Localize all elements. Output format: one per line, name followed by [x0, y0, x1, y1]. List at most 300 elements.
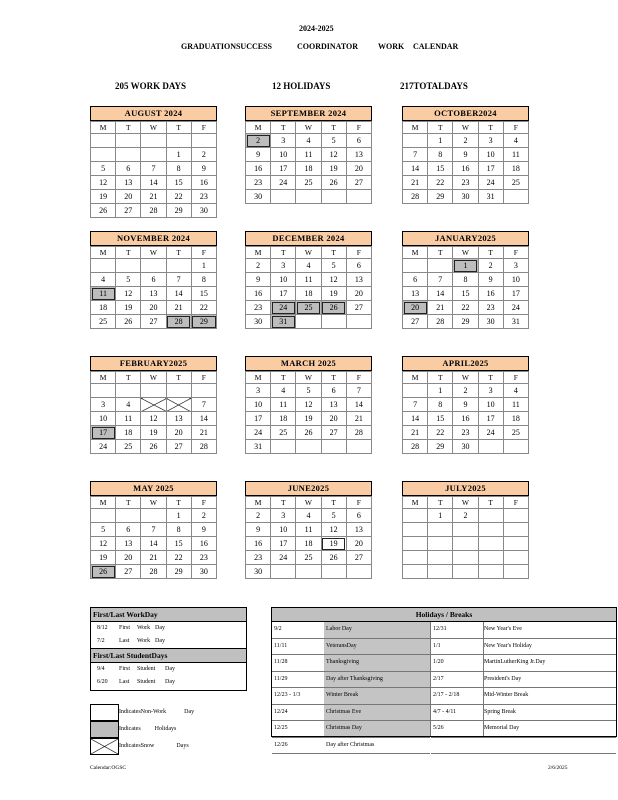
weekday-header: T: [321, 247, 346, 259]
day-cell: [403, 384, 428, 398]
day-cell: 6: [116, 162, 141, 176]
day-cell: 18: [503, 162, 528, 176]
day-cell: [91, 384, 116, 398]
day-cell: 19: [141, 426, 166, 440]
day-cell: 18: [271, 412, 296, 426]
day-cell: 26: [321, 301, 346, 315]
day-cell: 24: [478, 426, 503, 440]
weekday-header: W: [296, 497, 321, 509]
day-cell: [478, 523, 503, 537]
work-days-count: 205 WORK DAYS: [115, 81, 187, 91]
day-cell: 27: [116, 204, 141, 218]
holiday-date: 12/25: [272, 721, 324, 738]
day-cell: [428, 551, 453, 565]
holiday-name: New Year's Eve: [482, 622, 616, 639]
weekday-header: F: [191, 122, 216, 134]
month-calendar: [402, 231, 529, 329]
title-graduation-success: GRADUATIONSUCCESS: [181, 42, 272, 51]
month-title: SEPTEMBER 2024: [245, 106, 372, 121]
day-cell: 27: [116, 565, 141, 579]
day-cell: 25: [296, 551, 321, 565]
day-cell: 15: [166, 176, 191, 190]
holiday-name: New Year's Holiday: [482, 639, 616, 656]
day-cell: 4: [91, 273, 116, 287]
day-cell: 7: [141, 162, 166, 176]
day-cell: 4: [296, 259, 321, 273]
day-cell: 8: [428, 148, 453, 162]
day-cell: 2: [453, 384, 478, 398]
day-cell: 2: [246, 134, 271, 148]
holiday-name: Memorial Day: [482, 721, 616, 738]
day-cell: 26: [91, 565, 116, 579]
day-cell: 8: [166, 162, 191, 176]
day-cell: 22: [428, 426, 453, 440]
day-cell: 12: [91, 176, 116, 190]
day-cell: 20: [403, 301, 428, 315]
holiday-date: 12/24: [272, 705, 324, 722]
day-cell: 15: [428, 412, 453, 426]
legend-holiday-swatch: [90, 721, 119, 738]
day-cell: [141, 259, 166, 273]
day-cell: 31: [503, 315, 528, 329]
day-cell: 3: [271, 259, 296, 273]
day-cell: 21: [141, 551, 166, 565]
day-cell: 11: [271, 398, 296, 412]
day-cell: 11: [296, 148, 321, 162]
day-cell: 30: [246, 190, 271, 204]
day-cell: 5: [116, 273, 141, 287]
day-cell: 9: [246, 273, 271, 287]
day-cell: [478, 551, 503, 565]
day-cell: 2: [453, 509, 478, 523]
day-cell: 24: [503, 301, 528, 315]
day-cell: 16: [246, 162, 271, 176]
day-cell: 19: [91, 190, 116, 204]
day-cell: 24: [478, 176, 503, 190]
weekday-header: W: [453, 122, 478, 134]
day-cell: 14: [141, 176, 166, 190]
day-cell: 13: [346, 273, 371, 287]
month-title: FEBRUARY2025: [90, 356, 217, 371]
day-cell: 13: [166, 412, 191, 426]
day-cell: 31: [246, 440, 271, 454]
day-cell: [321, 315, 346, 329]
day-cell: 10: [478, 148, 503, 162]
day-cell: 14: [191, 412, 216, 426]
day-cell: [91, 259, 116, 273]
day-cell: [503, 565, 528, 579]
holiday-date: 11/11: [272, 639, 324, 656]
day-cell: 5: [321, 259, 346, 273]
day-cell: 26: [321, 551, 346, 565]
day-cell: 6: [346, 134, 371, 148]
month-calendar: [90, 481, 217, 579]
weekday-header: F: [346, 372, 371, 384]
day-cell: 7: [346, 384, 371, 398]
month-calendar: [245, 231, 372, 329]
day-cell: 1: [428, 384, 453, 398]
day-cell: 10: [478, 398, 503, 412]
day-cell: 5: [91, 162, 116, 176]
weekday-header: T: [271, 247, 296, 259]
holidays-count: 12 HOLIDAYS: [272, 81, 331, 91]
day-cell: 27: [141, 315, 166, 329]
day-cell: 20: [321, 412, 346, 426]
day-cell: 24: [271, 176, 296, 190]
weekday-header: M: [91, 122, 116, 134]
day-cell: [428, 537, 453, 551]
day-cell: 25: [91, 315, 116, 329]
day-cell: 14: [403, 412, 428, 426]
day-cell: [478, 440, 503, 454]
day-cell: 8: [191, 273, 216, 287]
weekday-header: F: [346, 247, 371, 259]
day-cell: 22: [453, 301, 478, 315]
day-cell: 9: [453, 398, 478, 412]
day-cell: 15: [166, 537, 191, 551]
day-cell: 1: [166, 148, 191, 162]
day-cell: [428, 259, 453, 273]
day-cell: 18: [503, 412, 528, 426]
day-cell: 19: [116, 301, 141, 315]
month-title: AUGUST 2024: [90, 106, 217, 121]
day-cell: 30: [478, 315, 503, 329]
day-cell: 21: [141, 190, 166, 204]
day-cell: 11: [91, 287, 116, 301]
legend-nonwork-label: IndicatesNon-Work Day: [119, 709, 195, 715]
day-cell: 11: [503, 398, 528, 412]
day-cell: 14: [141, 537, 166, 551]
legend-holiday-label: Indicates Holidays: [119, 726, 177, 732]
holiday-date: [431, 738, 483, 755]
day-cell: 29: [166, 204, 191, 218]
day-cell: 15: [428, 162, 453, 176]
day-cell: 14: [346, 398, 371, 412]
weekday-header: T: [271, 497, 296, 509]
day-cell: 24: [246, 426, 271, 440]
first-last-student-title: First/Last StudentDays: [91, 649, 246, 663]
day-cell: [91, 134, 116, 148]
day-cell: [166, 384, 191, 398]
day-cell: 10: [246, 398, 271, 412]
day-cell: 28: [428, 315, 453, 329]
day-cell: 21: [346, 412, 371, 426]
day-cell: [116, 384, 141, 398]
day-cell: 11: [116, 412, 141, 426]
weekday-header: T: [116, 372, 141, 384]
holiday-date: 11/28: [272, 655, 324, 672]
day-cell: 21: [403, 176, 428, 190]
day-cell: 6: [116, 523, 141, 537]
day-cell: [453, 537, 478, 551]
day-cell: 3: [91, 398, 116, 412]
holiday-name: Labor Day: [324, 622, 430, 639]
holiday-name: President's Day: [482, 672, 616, 689]
day-cell: [141, 398, 166, 412]
day-cell: 19: [321, 162, 346, 176]
day-cell: 6: [321, 384, 346, 398]
day-cell: 7: [403, 398, 428, 412]
day-cell: 30: [453, 440, 478, 454]
weekday-header: M: [91, 247, 116, 259]
month-calendar: [402, 356, 529, 454]
total-days-count: 217TOTALDAYS: [400, 81, 468, 91]
day-cell: 28: [346, 426, 371, 440]
day-cell: 10: [271, 148, 296, 162]
holiday-date: 4/7 - 4/11: [431, 705, 483, 722]
day-cell: 20: [116, 190, 141, 204]
day-cell: 16: [453, 412, 478, 426]
day-cell: 12: [321, 148, 346, 162]
month-title: MARCH 2025: [245, 356, 372, 371]
weekday-header: T: [478, 372, 503, 384]
day-cell: 22: [166, 551, 191, 565]
day-cell: 28: [403, 440, 428, 454]
day-cell: 9: [246, 148, 271, 162]
day-cell: 29: [166, 565, 191, 579]
day-cell: 17: [271, 537, 296, 551]
holiday-date: 11/29: [272, 672, 324, 689]
day-cell: 26: [141, 440, 166, 454]
day-cell: 16: [246, 287, 271, 301]
weekday-header: F: [191, 247, 216, 259]
day-cell: 1: [428, 134, 453, 148]
day-cell: 17: [246, 412, 271, 426]
day-cell: 5: [321, 509, 346, 523]
footer-right: 2/6/2025: [548, 765, 568, 771]
day-cell: 24: [271, 301, 296, 315]
day-cell: 17: [478, 162, 503, 176]
month-calendar: [245, 106, 372, 204]
day-cell: [116, 148, 141, 162]
weekday-header: W: [296, 372, 321, 384]
day-cell: 7: [428, 273, 453, 287]
day-cell: [403, 259, 428, 273]
day-cell: [141, 384, 166, 398]
holidays-breaks-box: [271, 607, 617, 748]
day-cell: 19: [321, 537, 346, 551]
day-cell: 8: [166, 523, 191, 537]
day-cell: 26: [116, 315, 141, 329]
day-cell: 17: [271, 287, 296, 301]
day-cell: [296, 565, 321, 579]
day-cell: 29: [191, 315, 216, 329]
day-cell: 4: [271, 384, 296, 398]
day-cell: 19: [91, 551, 116, 565]
day-cell: 31: [271, 315, 296, 329]
day-cell: 15: [453, 287, 478, 301]
day-cell: 27: [346, 551, 371, 565]
day-cell: 24: [271, 551, 296, 565]
weekday-header: M: [91, 372, 116, 384]
day-cell: [166, 134, 191, 148]
day-cell: [453, 523, 478, 537]
day-cell: 25: [296, 176, 321, 190]
day-cell: [116, 259, 141, 273]
holiday-date: 5/26: [431, 721, 483, 738]
day-cell: 11: [503, 148, 528, 162]
day-cell: 16: [191, 176, 216, 190]
weekday-header: M: [403, 247, 428, 259]
day-cell: 2: [191, 148, 216, 162]
day-cell: 28: [141, 204, 166, 218]
holiday-name: [482, 738, 616, 755]
day-cell: 3: [271, 509, 296, 523]
day-cell: 20: [346, 287, 371, 301]
holiday-name: Christmas Eve: [324, 705, 430, 722]
month-title: JANUARY2025: [402, 231, 529, 246]
weekday-header: W: [141, 372, 166, 384]
day-cell: 26: [91, 204, 116, 218]
day-cell: 28: [403, 190, 428, 204]
day-cell: 6: [346, 259, 371, 273]
holiday-name: MartinLutherKing Jr.Day: [482, 655, 616, 672]
weekday-header: M: [403, 122, 428, 134]
holiday-name: Mid-Winter Break: [482, 688, 616, 705]
day-cell: 8: [453, 273, 478, 287]
day-cell: 29: [428, 440, 453, 454]
weekday-header: T: [116, 247, 141, 259]
day-cell: 13: [116, 176, 141, 190]
day-cell: [503, 537, 528, 551]
day-cell: [478, 537, 503, 551]
day-cell: 6: [141, 273, 166, 287]
last-student-day-row: 6/20 Last Student Day: [97, 679, 175, 685]
day-cell: [141, 134, 166, 148]
weekday-header: T: [428, 247, 453, 259]
month-calendar: [90, 356, 217, 454]
day-cell: 6: [346, 509, 371, 523]
holiday-date: 12/31: [431, 622, 483, 639]
day-cell: [116, 509, 141, 523]
month-calendar: [245, 356, 372, 454]
day-cell: 23: [478, 301, 503, 315]
day-cell: [321, 565, 346, 579]
day-cell: 5: [321, 134, 346, 148]
month-title: JULY2025: [402, 481, 529, 496]
day-cell: 3: [478, 384, 503, 398]
day-cell: [296, 440, 321, 454]
weekday-header: T: [478, 122, 503, 134]
day-cell: 25: [503, 176, 528, 190]
day-cell: 25: [271, 426, 296, 440]
weekday-header: T: [428, 372, 453, 384]
month-calendar: [402, 481, 529, 579]
day-cell: 3: [271, 134, 296, 148]
weekday-header: W: [453, 372, 478, 384]
day-cell: 16: [246, 537, 271, 551]
day-cell: [403, 134, 428, 148]
day-cell: 7: [166, 273, 191, 287]
weekday-header: M: [246, 497, 271, 509]
day-cell: 11: [296, 273, 321, 287]
day-cell: [346, 315, 371, 329]
day-cell: [403, 565, 428, 579]
day-cell: [296, 190, 321, 204]
day-cell: 17: [91, 426, 116, 440]
day-cell: 28: [191, 440, 216, 454]
day-cell: 28: [166, 315, 191, 329]
day-cell: [271, 440, 296, 454]
holiday-date: 12/23 - 1/3: [272, 688, 324, 705]
holiday-name: VeteransDay: [324, 639, 430, 656]
day-cell: 5: [296, 384, 321, 398]
day-cell: 19: [321, 287, 346, 301]
day-cell: 20: [116, 551, 141, 565]
day-cell: [346, 190, 371, 204]
day-cell: 13: [346, 148, 371, 162]
day-cell: [141, 509, 166, 523]
weekday-header: T: [428, 122, 453, 134]
day-cell: 30: [191, 204, 216, 218]
day-cell: [191, 134, 216, 148]
day-cell: 30: [453, 190, 478, 204]
day-cell: [503, 509, 528, 523]
day-cell: [321, 440, 346, 454]
legend-nonwork-swatch: [90, 704, 119, 721]
day-cell: 12: [91, 537, 116, 551]
day-cell: 18: [296, 162, 321, 176]
day-cell: 26: [321, 176, 346, 190]
day-cell: 16: [191, 537, 216, 551]
day-cell: [503, 190, 528, 204]
title-calendar: CALENDAR: [413, 42, 459, 51]
day-cell: [346, 440, 371, 454]
day-cell: 21: [428, 301, 453, 315]
day-cell: 16: [453, 162, 478, 176]
day-cell: [478, 509, 503, 523]
day-cell: 30: [246, 315, 271, 329]
day-cell: [141, 148, 166, 162]
day-cell: [166, 259, 191, 273]
weekday-header: M: [91, 497, 116, 509]
day-cell: 20: [141, 301, 166, 315]
day-cell: [453, 565, 478, 579]
day-cell: [321, 190, 346, 204]
weekday-header: M: [403, 497, 428, 509]
month-calendar: [90, 106, 217, 218]
weekday-header: W: [296, 247, 321, 259]
day-cell: [403, 523, 428, 537]
weekday-header: T: [116, 497, 141, 509]
day-cell: 18: [296, 287, 321, 301]
day-cell: 29: [428, 190, 453, 204]
weekday-header: T: [478, 497, 503, 509]
month-title: DECEMBER 2024: [245, 231, 372, 246]
day-cell: 9: [478, 273, 503, 287]
day-cell: 5: [91, 523, 116, 537]
month-title: NOVEMBER 2024: [90, 231, 217, 246]
day-cell: 9: [191, 162, 216, 176]
day-cell: [296, 315, 321, 329]
day-cell: 27: [166, 440, 191, 454]
weekday-header: W: [141, 122, 166, 134]
day-cell: 23: [246, 301, 271, 315]
holiday-name: Thanksgiving: [324, 655, 430, 672]
day-cell: 9: [191, 523, 216, 537]
day-cell: 13: [403, 287, 428, 301]
day-cell: 9: [246, 523, 271, 537]
day-cell: 21: [403, 426, 428, 440]
day-cell: 13: [116, 537, 141, 551]
day-cell: 25: [503, 426, 528, 440]
day-cell: [503, 440, 528, 454]
day-cell: [91, 509, 116, 523]
day-cell: 14: [403, 162, 428, 176]
day-cell: 20: [166, 426, 191, 440]
day-cell: [191, 384, 216, 398]
day-cell: 25: [296, 301, 321, 315]
